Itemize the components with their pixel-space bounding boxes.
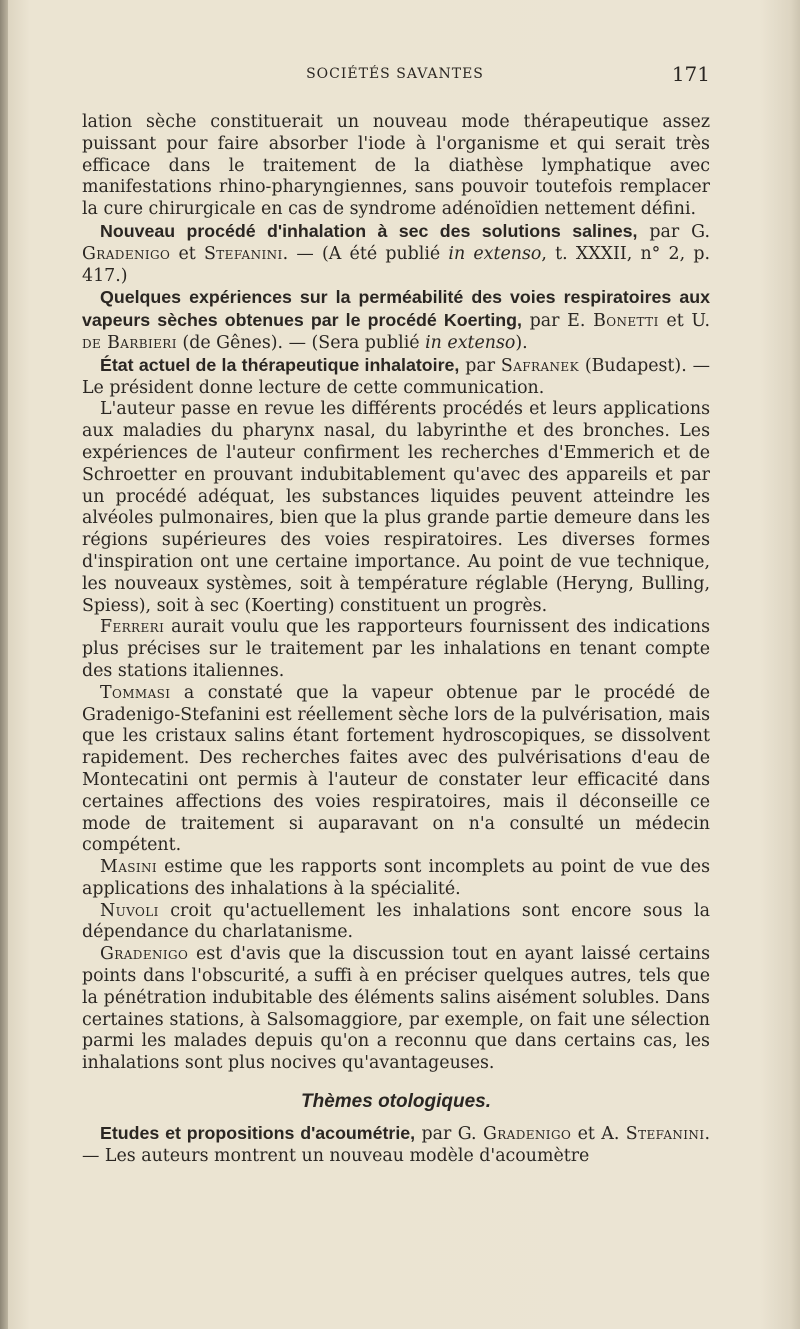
- page-number: 171: [671, 62, 710, 86]
- speaker-name: Masini: [100, 857, 158, 878]
- paragraph-masini: Masini estime que les rapports sont incomplets au point de vue des applications des inhalations à la spécialité.: [82, 857, 710, 899]
- paragraph-communication-acoumetrie: Etudes et propositions d'acoumétrie, par G. Gradenigo et A. Stefanini. — Les auteurs montrent un nouveau modèle d'acoumètre: [82, 1122, 711, 1166]
- paragraph-nuvoli: Nuvoli croit qu'actuellement les inhalations sont encore sous la dépendance du charlatanisme.: [82, 900, 710, 943]
- body-text: [82, 112, 710, 1167]
- page-header: [80, 62, 710, 92]
- author-name: de Barbieri: [82, 332, 177, 353]
- speaker-name: Nuvoli: [100, 900, 159, 921]
- paragraph-tommasi: Tommasi a constaté que la vapeur obtenue par le procédé de Gradenigo-Stefanini est réellement sèche lors de la pulvérisation, mais que les cristaux salins étant fortement hydroscopiques, se dissolvent rapidement. Des recherches faites avec des pulvérisations d'eau de Montecatini ont permis à l'auteur de constater leur efficacité dans certaines affections des voies respiratoires, mais il déconseille ce mode de traitement si auparavant on n'a consulté un médecin compétent.: [82, 682, 710, 856]
- paragraph-communication-safranek: État actuel de la thérapeutique inhalatoire, par Safranek (Budapest). — Le président donne lecture de cette communication.: [82, 354, 710, 398]
- author-name: Gradenigo: [82, 243, 171, 264]
- author-name: Bonetti: [593, 311, 659, 332]
- paragraph-communication-gradenigo-stefanini: Nouveau procédé d'inhalation à sec des solutions salines, par G. Gradenigo et Stefanini. — (A été publié in extenso, t. XXXII, n° 2, p. 417.): [82, 220, 711, 286]
- paragraph-continuation: lation sèche constituerait un nouveau mode thérapeutique assez puissant pour faire absorber l'iode à l'organisme et qui serait très efficace dans le traitement de la diathèse lymphatique avec manifestations rhino-pharyngiennes, sans pouvoir toutefois remplacer la cure chirurgicale en cas de syndrome adénoïdien nettement défini.: [82, 112, 710, 220]
- author-name: Gradenigo: [482, 1123, 572, 1144]
- paragraph-communication-bonetti: Quelques expériences sur la perméabilité des voies respiratoires aux vapeurs sèches obtenues par le procédé Koerting, par E. Bonetti et U. de Barbieri (de Gênes). — (Sera publié in extenso).: [82, 287, 710, 353]
- paragraph-ferreri: Ferreri aurait voulu que les rapporteurs fournissent des indications plus précises sur le traitement par les inhalations en tenant compte des stations italiennes.: [82, 617, 710, 681]
- author-name: Stefanini: [625, 1123, 705, 1144]
- communication-title: Etudes et propositions d'acoumétrie,: [100, 1122, 416, 1143]
- page-spine-shadow: [0, 0, 8, 1329]
- paragraph-gradenigo: Gradenigo est d'avis que la discussion tout en ayant laissé certains points dans l'obscurité, a suffi à en préciser quelques autres, tels que la pénétration indubitable des éléments salins aisément solubles. Dans certaines stations, à Salsomaggiore, par exemple, on fait une sélection parmi les malades depuis qu'on a reconnu que dans certains cas, les inhalations sont plus nocives qu'avantageuses.: [82, 944, 710, 1074]
- paragraph-review: L'auteur passe en revue les différents procédés et leurs applications aux maladies du pharynx nasal, du labyrinthe et des bronches. Les expériences de l'auteur confirment les recherches d'Emmerich et de Schroetter en prouvant indubitablement qu'avec des appareils et par un procédé adéquat, les substances liquides peuvent atteindre les alvéoles pulmonaires, bien que la plus grande partie demeure dans les régions supérieures des voies respiratoires. Les diverses formes d'inspiration ont une certaine importance. Au point de vue technique, les nouveaux systèmes, soit à température réglable (Heryng, Bulling, Spiess), soit à sec (Koerting) constituent un progrès.: [82, 399, 710, 616]
- communication-title: Quelques expériences sur la perméabilité des voies respiratoires aux vapeurs sèches obtenues par le procédé Koerting,: [82, 287, 710, 331]
- speaker-name: Ferreri: [100, 617, 165, 638]
- communication-title: État actuel de la thérapeutique inhalatoire,: [100, 354, 460, 375]
- author-name: Stefanini: [203, 243, 283, 264]
- running-title: SOCIÉTÉS SAVANTES: [306, 66, 484, 82]
- author-name: Safranek: [500, 355, 579, 376]
- speaker-name: Gradenigo: [100, 944, 189, 965]
- speaker-name: Tommasi: [100, 682, 171, 703]
- section-heading: Thèmes otologiques.: [300, 1091, 492, 1113]
- communication-title: Nouveau procédé d'inhalation à sec des solutions salines,: [100, 220, 638, 241]
